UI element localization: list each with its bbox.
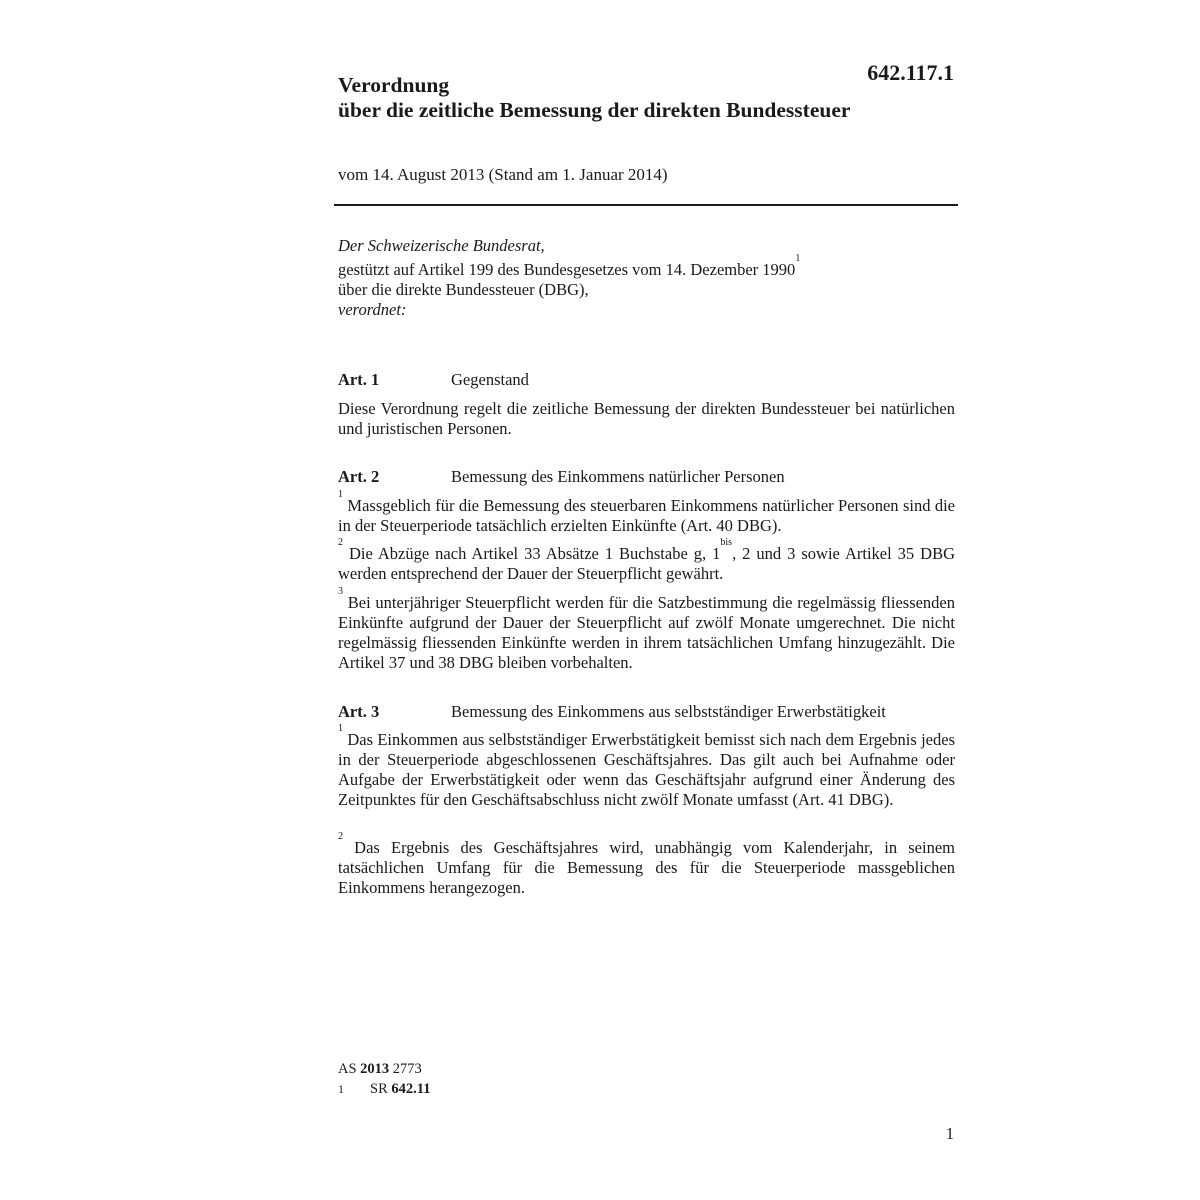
footnote-1-sr-number[interactable]: 642.11 <box>391 1081 431 1097</box>
paragraph-text: Das Ergebnis des Geschäftsjahres wird, unabhängig vom Kalenderjahr, in seinem tatsächlichen Umfang für die Bemessung des für die Steuerperiode massgeblichen Einkommens herangezogen. <box>338 838 955 897</box>
header-divider <box>334 204 958 206</box>
article-1-title: Gegenstand <box>451 370 529 389</box>
preamble-authority: Der Schweizerische Bundesrat, <box>338 236 545 255</box>
paragraph-mark: 2 <box>338 537 343 548</box>
paragraph-mark: 1 <box>338 489 343 500</box>
title-line-1: Verordnung <box>338 73 450 97</box>
document-title <box>338 73 850 123</box>
footnotes <box>338 1059 430 1099</box>
as-page: 2773 <box>392 1061 422 1077</box>
article-3-paragraph-2 <box>338 831 955 898</box>
paragraph-text: Die Abzüge nach Artikel 33 Absätze 1 Buchstabe g, 1 <box>348 544 721 563</box>
sr-number: 642.117.1 <box>867 60 954 85</box>
article-3-number: Art. 3 <box>338 702 380 721</box>
article-3-paragraph-1 <box>338 723 955 810</box>
article-2-title: Bemessung des Einkommens natürlicher Personen <box>451 467 785 486</box>
as-reference <box>338 1059 430 1079</box>
preamble-basis-line-1 <box>338 253 958 280</box>
preamble <box>338 236 958 320</box>
as-prefix: AS <box>338 1061 357 1077</box>
article-3-heading <box>338 702 956 722</box>
preamble-enacts: verordnet: <box>338 300 407 319</box>
article-2-heading <box>338 467 956 487</box>
page-number: 1 <box>945 1124 954 1143</box>
footnote-1 <box>338 1079 430 1099</box>
article-2-paragraph-3 <box>338 586 956 673</box>
paragraph-text: Das Einkommen aus selbstständiger Erwerbstätigkeit bemisst sich nach dem Ergebnis jedes in der Steuerperiode abgeschlossenen Geschäftsjahres. Das gilt auch bei Aufnahme oder Aufgabe der Erwerbstätigkeit oder wenn das Geschäftsjahr aufgrund einer Änderung des Zeitpunktes für den Geschäftsabschluss nicht zwölf Monate umfasst (Art. 41 DBG). <box>338 730 955 809</box>
paragraph-mark: 3 <box>338 586 343 597</box>
article-2-paragraph-2 <box>338 537 955 584</box>
footnote-ref-1[interactable]: 1 <box>795 253 801 264</box>
paragraph-mark: 2 <box>338 831 343 842</box>
preamble-basis-line-2: über die direkte Bundessteuer (DBG), <box>338 280 589 299</box>
paragraph-text-continued: , 2 und 3 sowie Artikel 35 DBG werden entsprechend der Dauer der Steuerpflicht gewährt. <box>338 544 955 583</box>
article-3-title: Bemessung des Einkommens aus selbstständiger Erwerbstätigkeit <box>451 702 886 721</box>
article-1-paragraph: Diese Verordnung regelt die zeitliche Bemessung der direkten Bundessteuer bei natürlichen und juristischen Personen. <box>338 399 955 438</box>
paragraph-mark: 1 <box>338 723 343 734</box>
bis-superscript: bis <box>720 537 733 548</box>
title-line-2: über die zeitliche Bemessung der direkten Bundessteuer <box>338 98 851 122</box>
preamble-basis-text: gestützt auf Artikel 199 des Bundesgesetzes vom 14. Dezember 1990 <box>338 260 796 279</box>
paragraph-text: Massgeblich für die Bemessung des steuerbaren Einkommens natürlicher Personen sind die in der Steuerperiode tatsächlich erzielten Einkünfte (Art. 40 DBG). <box>338 496 955 535</box>
article-2-paragraph-1 <box>338 489 955 536</box>
footnote-1-mark: 1 <box>338 1082 344 1096</box>
as-year: 2013 <box>360 1061 390 1077</box>
paragraph-text: Bei unterjähriger Steuerpflicht werden für die Satzbestimmung die regelmässig fliessenden Einkünfte aufgrund der Dauer der Steuerpflicht auf zwölf Monate umgerechnet. Die nicht regelmässig fliessenden Einkünfte werden in ihrem tatsächlichen Umfang hinzugezählt. Die Artikel 37 und 38 DBG bleiben vorbehalten. <box>338 593 956 672</box>
article-1-heading <box>338 370 956 390</box>
date-line: vom 14. August 2013 (Stand am 1. Januar 2014) <box>338 165 668 184</box>
article-2-number: Art. 2 <box>338 467 380 486</box>
footnote-1-prefix: SR <box>370 1081 388 1097</box>
article-1-number: Art. 1 <box>338 370 380 389</box>
